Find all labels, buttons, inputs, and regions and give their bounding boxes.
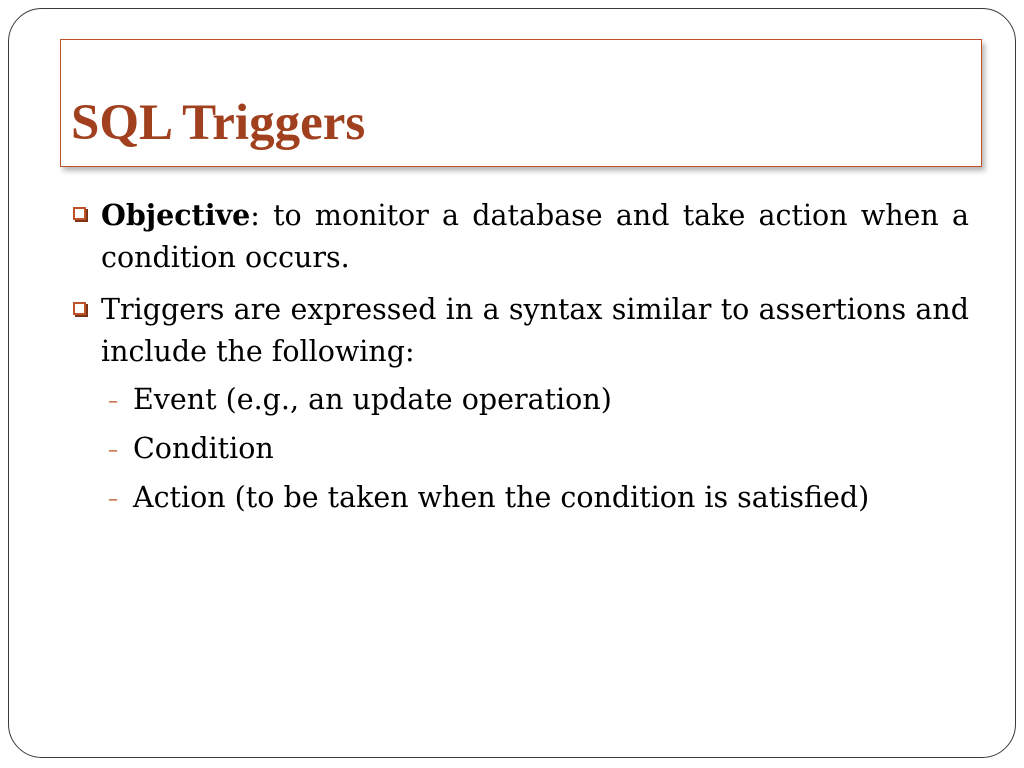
sub-item-text: Event (e.g., an update operation)	[133, 383, 612, 416]
title-box	[60, 39, 982, 167]
sub-item-action	[71, 477, 969, 519]
bullet-item-objective	[71, 194, 969, 279]
slide-frame	[8, 8, 1016, 758]
slide-title: SQL Triggers	[71, 95, 366, 151]
triggers-text: Triggers are expressed in a syntax similar to assertions and include the following:	[101, 293, 969, 368]
slide-content	[71, 194, 969, 526]
objective-text: : to monitor a database and take action when a condition occurs.	[101, 199, 969, 274]
bullet-item-triggers	[71, 289, 969, 373]
dash-bullet-icon: –	[108, 437, 118, 461]
hollow-square-bullet-icon	[73, 207, 86, 220]
sub-list	[71, 379, 969, 519]
dash-bullet-icon: –	[108, 486, 118, 510]
sub-item-text: Action (to be taken when the condition is satisfied)	[133, 481, 870, 514]
dash-bullet-icon: –	[108, 388, 118, 412]
sub-item-event	[71, 379, 969, 421]
sub-item-text: Condition	[133, 432, 274, 465]
hollow-square-bullet-icon	[73, 302, 86, 315]
objective-term: Objective	[101, 198, 251, 232]
sub-item-condition	[71, 428, 969, 470]
